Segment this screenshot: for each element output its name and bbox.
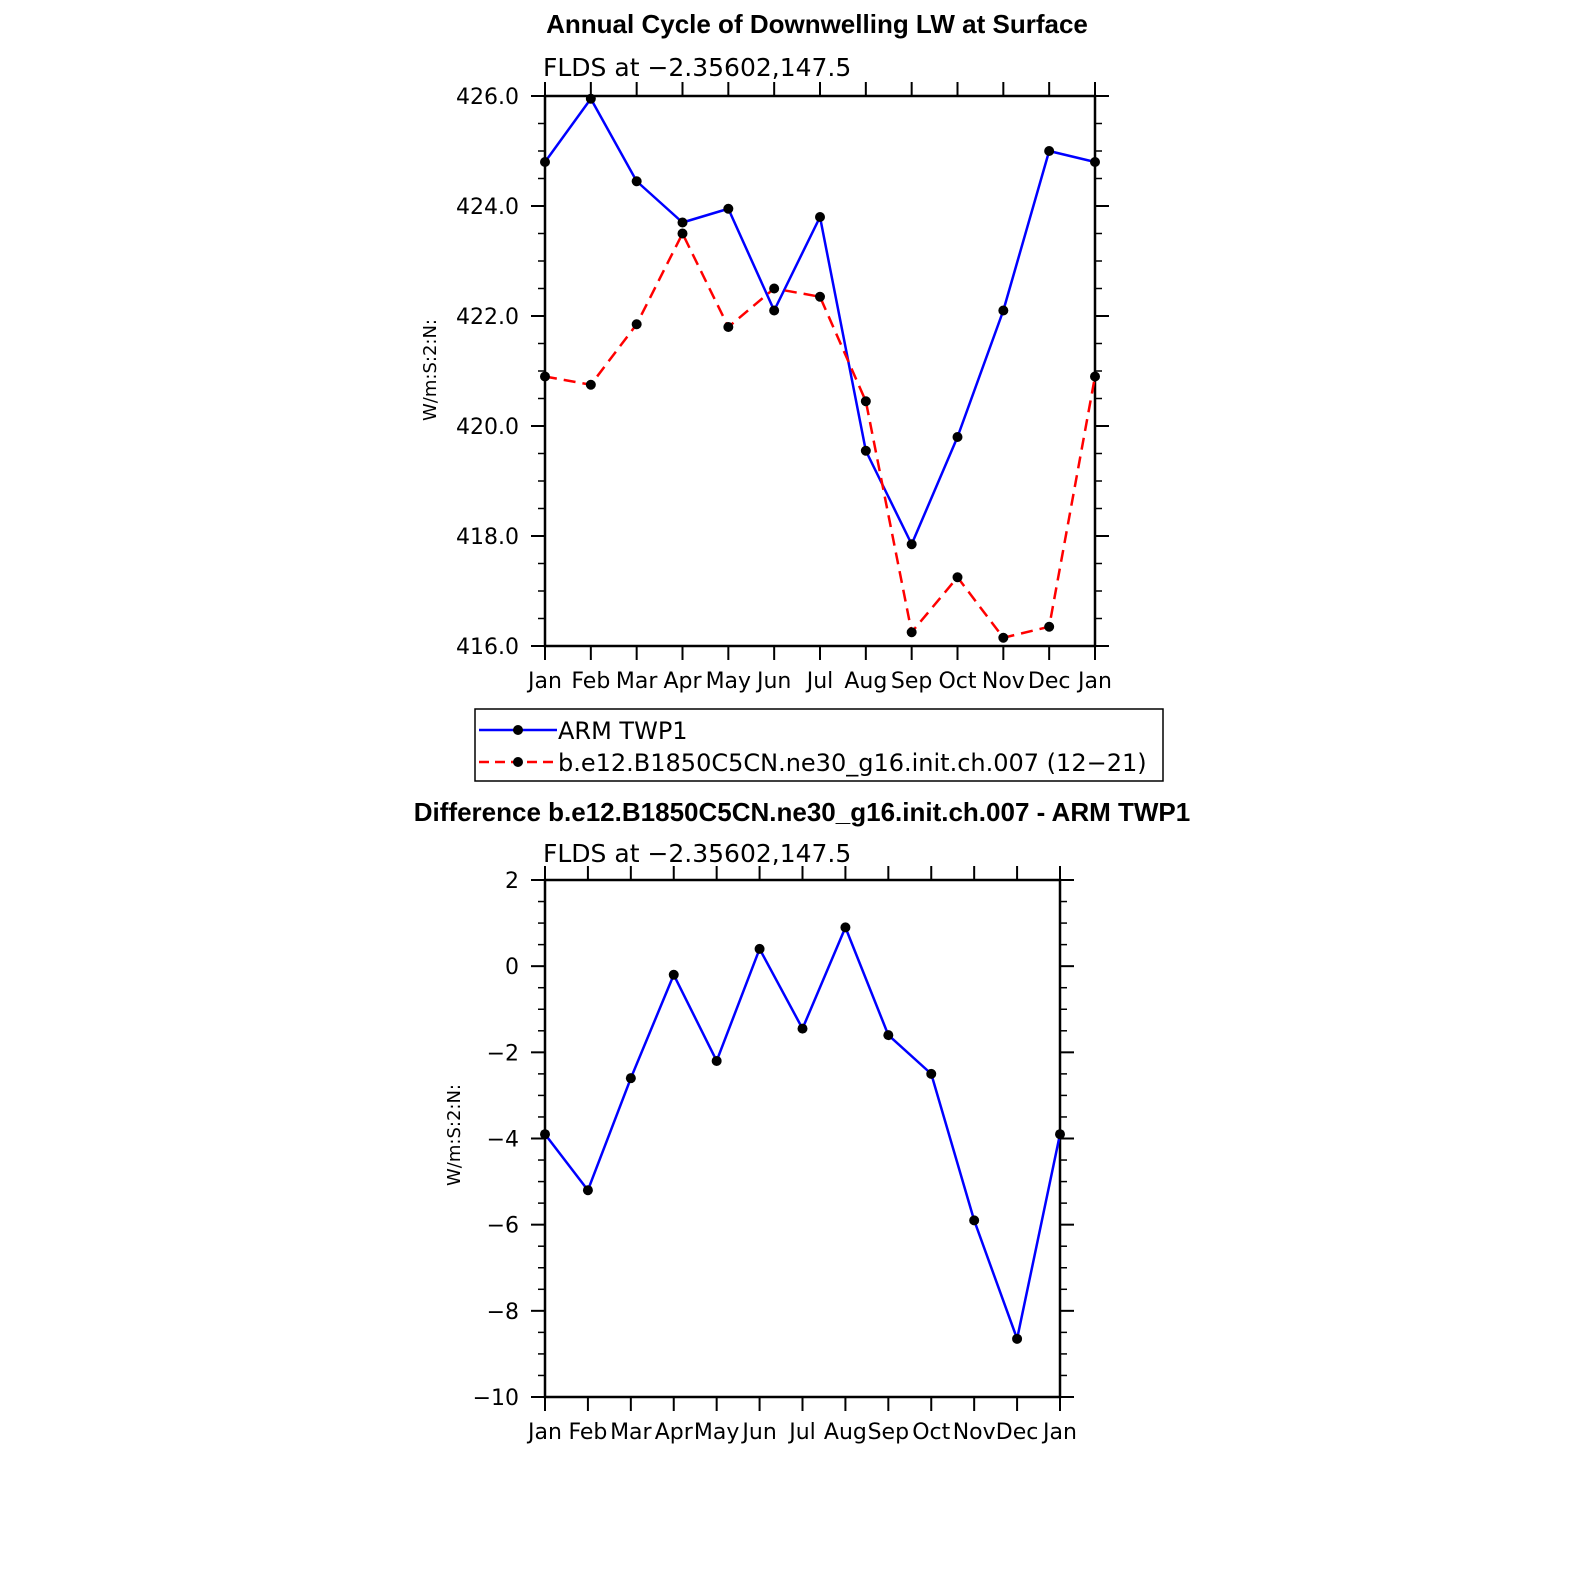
x-tick-label: Jul <box>789 1420 816 1445</box>
data-point <box>1044 622 1054 632</box>
data-point <box>907 539 917 549</box>
data-point <box>540 1129 550 1139</box>
data-point <box>883 1030 893 1040</box>
x-tick-label: May <box>705 669 752 694</box>
data-point <box>953 432 963 442</box>
y-tick-label: 416.0 <box>456 635 519 660</box>
annual-cycle-panel <box>420 9 1112 694</box>
legend-marker-model <box>513 757 523 767</box>
data-point <box>1090 157 1100 167</box>
x-tick-label: Nov <box>981 669 1025 694</box>
x-tick-label: Feb <box>571 669 611 694</box>
y-tick-label: −6 <box>486 1213 519 1239</box>
y-axis-label: W/m:S:2:N: <box>420 319 441 421</box>
x-tick-label: Dec <box>1027 669 1071 694</box>
y-tick-label: 426.0 <box>456 85 519 110</box>
data-point <box>669 970 679 980</box>
data-point <box>769 284 779 294</box>
plot-area <box>456 82 1112 694</box>
x-tick-label: Aug <box>823 1420 867 1445</box>
chart-subtitle: FLDS at −2.35602,147.5 <box>543 53 852 82</box>
data-point <box>969 1215 979 1225</box>
x-tick-label: Jan <box>1043 1420 1077 1445</box>
data-point <box>632 176 642 186</box>
y-tick-label: −2 <box>486 1041 519 1067</box>
data-point <box>861 446 871 456</box>
x-tick-label: Jan <box>528 669 562 694</box>
data-point <box>712 1056 722 1066</box>
chart-subtitle: FLDS at −2.35602,147.5 <box>543 839 852 868</box>
data-point <box>815 212 825 222</box>
x-tick-label: Jun <box>756 669 792 694</box>
data-point <box>723 322 733 332</box>
x-tick-label: Jan <box>1078 669 1112 694</box>
y-tick-label: −4 <box>486 1127 519 1153</box>
difference-panel <box>414 797 1190 1445</box>
data-point <box>907 627 917 637</box>
series-line-0 <box>545 927 1060 1338</box>
data-point <box>586 94 596 104</box>
data-point <box>1055 1129 1065 1139</box>
x-tick-label: May <box>693 1420 740 1445</box>
legend-marker-arm <box>513 725 523 735</box>
data-point <box>998 306 1008 316</box>
x-tick-label: Aug <box>844 669 888 694</box>
y-tick-label: −8 <box>486 1299 519 1325</box>
x-tick-label: Sep <box>867 1420 910 1445</box>
data-point <box>1044 146 1054 156</box>
x-tick-label: Apr <box>663 669 702 694</box>
data-point <box>798 1024 808 1034</box>
y-tick-label: 418.0 <box>456 525 519 550</box>
y-tick-label: 2 <box>505 869 519 894</box>
legend <box>475 709 1163 781</box>
data-point <box>626 1073 636 1083</box>
data-point <box>998 633 1008 643</box>
data-point <box>586 380 596 390</box>
x-tick-label: Oct <box>912 1420 951 1445</box>
legend-label-model: b.e12.B1850C5CN.ne30_g16.init.ch.007 (12−21) <box>558 749 1147 777</box>
y-tick-label: 0 <box>505 955 519 981</box>
data-point <box>583 1185 593 1195</box>
x-tick-label: Mar <box>610 1420 652 1445</box>
plot-area <box>473 866 1077 1445</box>
data-point <box>678 229 688 239</box>
data-point <box>678 218 688 228</box>
data-point <box>953 572 963 582</box>
data-point <box>926 1069 936 1079</box>
data-point <box>1090 372 1100 382</box>
data-point <box>840 922 850 932</box>
chart-title: Difference b.e12.B1850C5CN.ne30_g16.init.ch.007 - ARM TWP1 <box>413 797 1191 827</box>
y-tick-label: −10 <box>472 1386 519 1411</box>
data-point <box>815 292 825 302</box>
x-tick-label: Apr <box>654 1420 693 1445</box>
plot-frame <box>545 880 1060 1397</box>
data-point <box>1012 1334 1022 1344</box>
x-tick-label: Jan <box>528 1420 562 1445</box>
plot-frame <box>545 96 1095 646</box>
y-tick-label: 424.0 <box>456 195 519 220</box>
y-tick-label: 422.0 <box>456 305 519 330</box>
series-line-0 <box>545 99 1095 545</box>
data-point <box>755 944 765 954</box>
data-point <box>769 306 779 316</box>
x-tick-label: Nov <box>952 1420 996 1445</box>
data-point <box>540 157 550 167</box>
x-tick-label: Jun <box>742 1420 777 1445</box>
x-tick-label: Oct <box>938 669 977 694</box>
chart-title: Annual Cycle of Downwelling LW at Surface <box>546 9 1088 39</box>
x-tick-label: Jul <box>806 669 834 694</box>
x-tick-label: Dec <box>995 1420 1039 1445</box>
data-point <box>723 204 733 214</box>
x-tick-label: Feb <box>568 1420 608 1445</box>
legend-label-arm: ARM TWP1 <box>558 717 688 745</box>
y-axis-label: W/m:S:2:N: <box>444 1084 465 1186</box>
data-point <box>632 319 642 329</box>
x-tick-label: Mar <box>615 669 658 694</box>
data-point <box>861 396 871 406</box>
y-tick-label: 420.0 <box>456 415 519 440</box>
x-tick-label: Sep <box>890 669 933 694</box>
data-point <box>540 372 550 382</box>
